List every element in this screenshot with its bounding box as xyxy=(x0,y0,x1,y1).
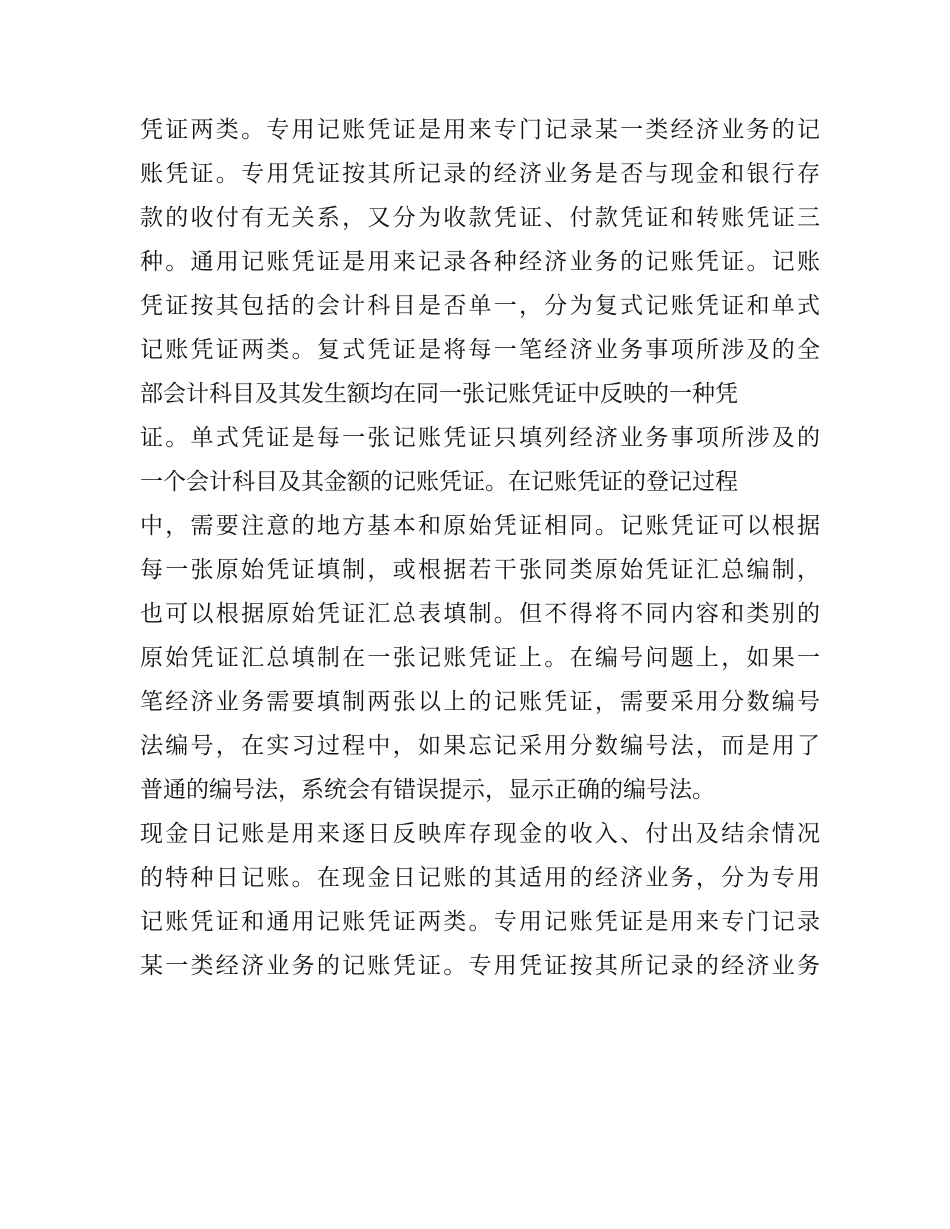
text-line: 记账凭证两类。复式凭证是将每一笔经济业务事项所涉及的全 xyxy=(140,337,820,363)
text-line: 一个会计科目及其金额的记账凭证。在记账凭证的登记过程 xyxy=(140,469,738,495)
text-line: 凭证两类。专用记账凭证是用来专门记录某一类经济业务的记 xyxy=(140,117,820,143)
body-text xyxy=(140,108,820,988)
text-line: 的特种日记账。在现金日记账的其适用的经济业务，分为专用 xyxy=(140,865,820,891)
text-line: 部会计科目及其发生额均在同一张记账凭证中反映的一种凭 xyxy=(140,381,738,407)
text-line: 笔经济业务需要填制两张以上的记账凭证，需要采用分数编号 xyxy=(140,689,820,715)
text-line: 某一类经济业务的记账凭证。专用凭证按其所记录的经济业务 xyxy=(140,953,820,979)
text-line: 账凭证。专用凭证按其所记录的经济业务是否与现金和银行存 xyxy=(140,161,820,187)
text-line: 原始凭证汇总填制在一张记账凭证上。在编号问题上，如果一 xyxy=(140,645,820,671)
text-line: 也可以根据原始凭证汇总表填制。但不得将不同内容和类别的 xyxy=(140,601,820,627)
text-line: 凭证按其包括的会计科目是否单一，分为复式记账凭证和单式 xyxy=(140,293,820,319)
text-line: 法编号，在实习过程中，如果忘记采用分数编号法，而是用了 xyxy=(140,733,820,759)
text-line: 记账凭证和通用记账凭证两类。专用记账凭证是用来专门记录 xyxy=(140,909,820,935)
text-line: 款的收付有无关系，又分为收款凭证、付款凭证和转账凭证三 xyxy=(140,205,820,231)
text-line: 现金日记账是用来逐日反映库存现金的收入、付出及结余情况 xyxy=(140,821,820,847)
text-line: 每一张原始凭证填制，或根据若干张同类原始凭证汇总编制， xyxy=(140,557,820,583)
text-line: 种。通用记账凭证是用来记录各种经济业务的记账凭证。记账 xyxy=(140,249,820,275)
text-line: 证。单式凭证是每一张记账凭证只填列经济业务事项所涉及的 xyxy=(140,425,820,451)
text-line: 普通的编号法，系统会有错误提示，显示正确的编号法。 xyxy=(140,777,715,803)
text-line: 中，需要注意的地方基本和原始凭证相同。记账凭证可以根据 xyxy=(140,513,820,539)
